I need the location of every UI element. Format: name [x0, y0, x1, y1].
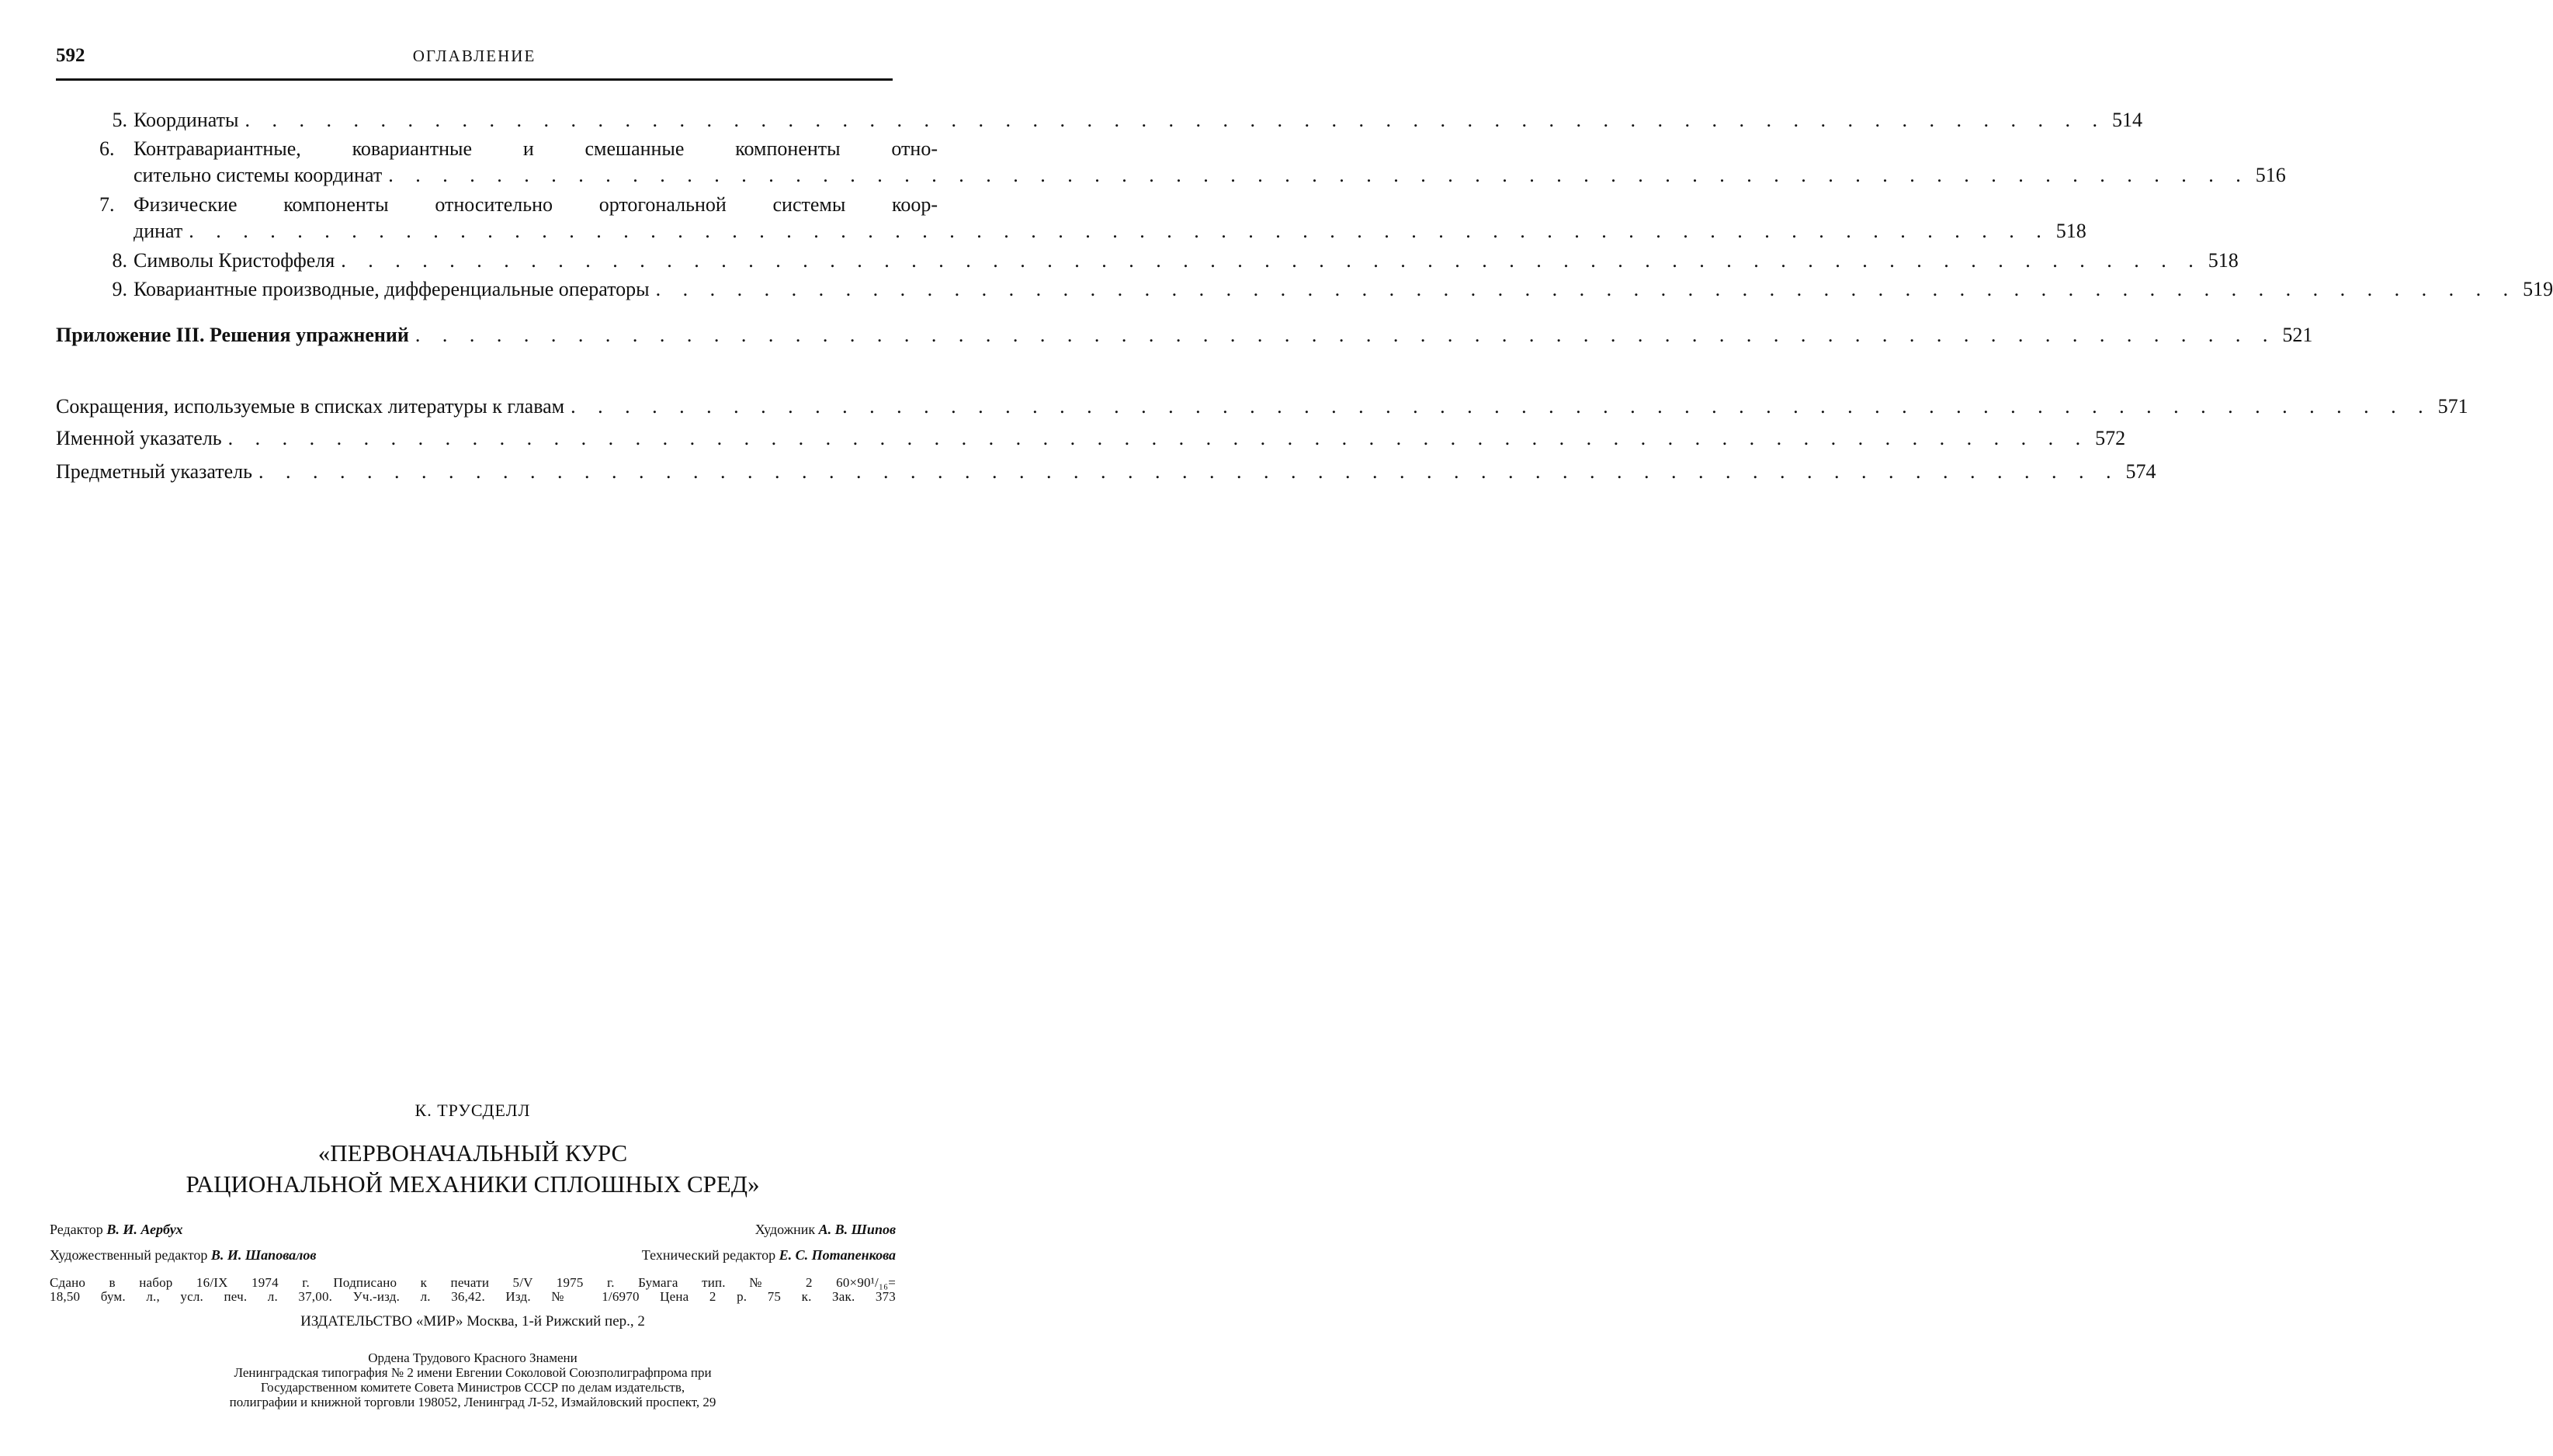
artist-credit: Художник А. В. Шипов	[754, 1222, 896, 1237]
page-header	[56, 45, 893, 73]
toc-item-6[interactable]: 6. Контравариантные, ковариантные и смешанные компоненты отно-	[99, 137, 938, 160]
toc-item-text-cont: сительно системы координат	[134, 164, 383, 186]
toc-page-number: 516	[2255, 164, 2286, 186]
toc-item-8[interactable]: 8. Символы Кристоффеля . . . 518	[56, 248, 938, 274]
toc-appendix-3[interactable]	[56, 322, 2313, 348]
toc-page-number: 518	[2055, 220, 2086, 242]
print-details-line-1: Сдано в набор 16/IX 1974 г. Подписано к печати 5/V 1975 г. Бумага тип. № 2 60×90¹/₁₆=	[50, 1275, 896, 1290]
press-line-4: полиграфии и книжной торговли 198052, Ленинград Л-52, Измайловский проспект, 29	[229, 1395, 716, 1409]
leader-dots	[245, 107, 2106, 133]
toc-item-7[interactable]: 7. Физические компоненты относительно ортогональной системы коор-	[99, 193, 938, 216]
toc-item-6-cont[interactable]	[56, 162, 2286, 189]
toc-item-text: Символы Кристоффеля	[134, 249, 335, 272]
toc-item-text: Физические компоненты относительно ортогональной системы коор-	[134, 193, 938, 216]
running-title: ОГЛАВЛЕНИЕ	[412, 47, 536, 65]
toc-item-text: Координаты	[134, 109, 239, 131]
publisher-line: ИЗДАТЕЛЬСТВО «МИР» Москва, 1-й Рижский пер., 2	[300, 1313, 645, 1329]
toc-item-text-cont: динат	[134, 220, 183, 242]
toc-page-number: 514	[2111, 109, 2142, 131]
toc-subject-index[interactable]	[56, 459, 2156, 485]
art-editor-credit: Художественный редактор В. И. Шаповалов	[50, 1247, 317, 1263]
page-number: 592	[56, 45, 85, 66]
book-title-line-2: РАЦИОНАЛЬНОЙ МЕХАНИКИ СПЛОШНЫХ СРЕД»	[186, 1170, 760, 1198]
leader-dots	[189, 218, 2050, 244]
toc-abbreviations[interactable]	[56, 393, 2468, 420]
toc-item-7-cont[interactable]	[56, 218, 2086, 244]
toc-item-text: Сокращения, используемые в списках литературы к главам	[56, 395, 565, 418]
credits-row-1	[50, 1222, 896, 1238]
print-details	[50, 1276, 896, 1304]
leader-dots	[571, 393, 2432, 420]
leader-dots	[415, 322, 2277, 348]
book-title-line-1: «ПЕРВОНАЧАЛЬНЫЙ КУРС	[317, 1139, 628, 1167]
toc-item-text: Ковариантные производные, дифференциальные операторы	[134, 278, 650, 300]
toc-item-text: Именной указатель	[56, 427, 222, 449]
print-details-line-2: 18,50 бум. л., усл. печ. л. 37,00. Уч.-изд. л. 36,42. Изд. № 1/6970 Цена 2 р. 75 к. Зак. 373	[50, 1289, 896, 1304]
press-line-2: Ленинградская типография № 2 имени Евгении Соколовой Союзполиграфпрома при	[234, 1365, 712, 1380]
toc-name-index[interactable]	[56, 425, 2126, 452]
toc-page-number: 518	[2208, 249, 2239, 272]
tech-editor-credit: Технический редактор Е. С. Потапенкова	[641, 1247, 896, 1263]
leader-dots	[258, 459, 2120, 485]
leader-dots	[656, 276, 2517, 303]
header-rule	[56, 78, 893, 81]
toc-item-9[interactable]: 9. Ковариантные производные, дифференциальные операторы . . . 519	[56, 276, 938, 303]
press-line-1: Ордена Трудового Красного Знамени	[368, 1350, 578, 1365]
credits-row-2	[50, 1247, 896, 1264]
toc-page-number: 519	[2523, 278, 2553, 300]
press-line-3: Государственном комитете Совета Министров СССР по делам издательств,	[260, 1380, 685, 1395]
book-author: К. ТРУСДЕЛЛ	[415, 1101, 531, 1120]
leader-dots	[341, 248, 2202, 274]
toc-item-5[interactable]: 5. Координаты . . . 514	[56, 107, 938, 133]
toc-page-number: 521	[2282, 324, 2313, 346]
leader-dots	[388, 162, 2249, 189]
editor-credit: Редактор В. И. Аербух	[50, 1222, 183, 1237]
toc-page-number: 572	[2095, 427, 2126, 449]
toc-item-text: Приложение III. Решения упражнений	[56, 324, 409, 346]
leader-dots	[228, 425, 2090, 452]
toc-page-number: 574	[2125, 460, 2156, 483]
toc-page-number: 571	[2437, 395, 2468, 418]
toc-item-text: Контравариантные, ковариантные и смешанные компоненты отно-	[134, 137, 938, 160]
toc-item-text: Предметный указатель	[56, 460, 253, 483]
